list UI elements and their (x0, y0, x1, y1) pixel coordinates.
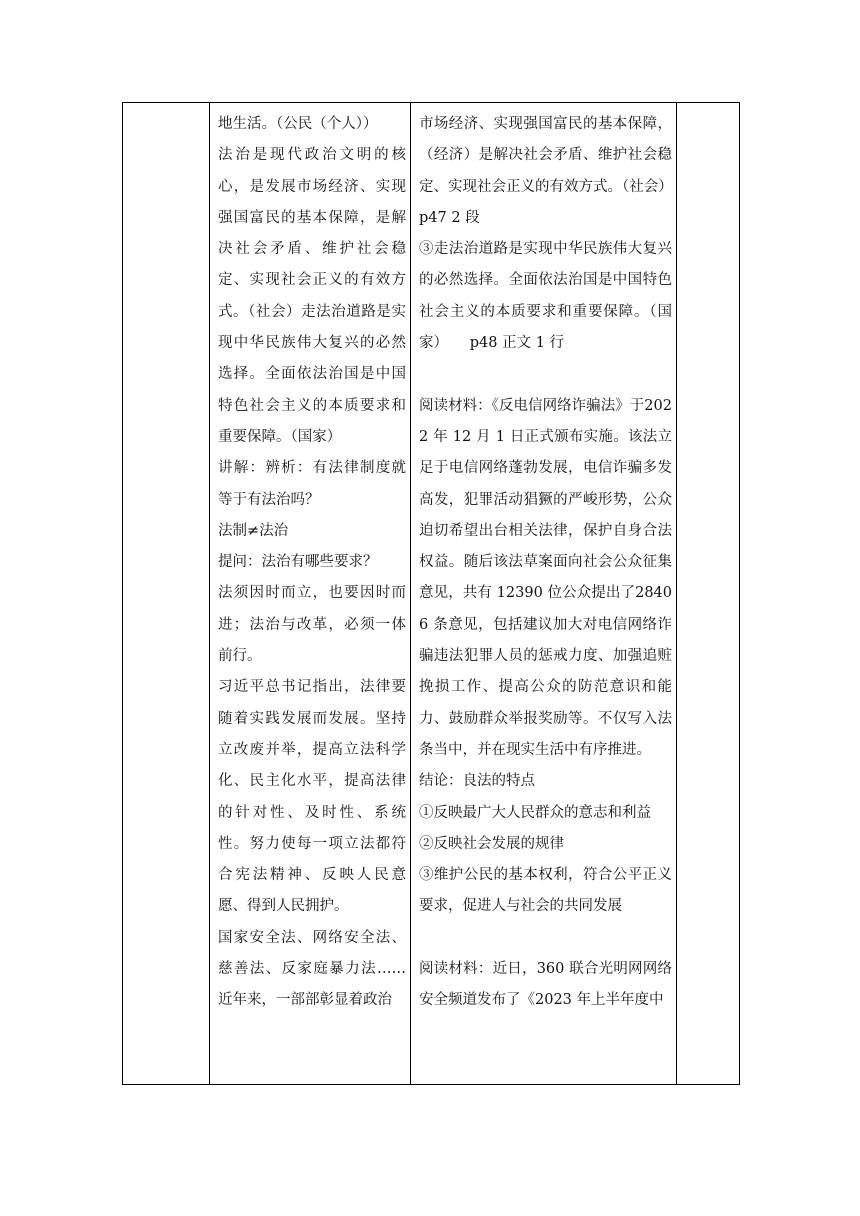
paragraph: p47 2 段 (419, 209, 480, 226)
paragraph: 法制≠法治 (218, 522, 289, 539)
paragraph: 讲解：辨析：有法律制度就等于有法治吗？ (218, 460, 406, 508)
teaching-content-cell (210, 103, 410, 1017)
paragraph: 阅读材料：近日，360 联合光明网网络安全频道发布了《2023 年上半年度中 (419, 961, 672, 1009)
paragraph: ①反映最广大人民群众的意志和利益 (419, 804, 651, 821)
blank-line (419, 923, 672, 954)
paragraph: 阅读材料：《反电信网络诈骗法》于2022 年 12 月 1 日正式颁布实施。该法立足于电信网络蓬勃发展，电信诈骗多发高发，犯罪活动猖獗的严峻形势，公众迫切希望出台相关法律，保护自身合法权益。随后该法草案面向社会公众征集意见，共有 12390 位公众提出了28406 条意见，包括建议加大对电信网络诈骗违法犯罪人员的惩戒力度、加强追赃挽损工作、提高公众的防范意识和能力、鼓励群众举报奖励等。不仅写入法条当中，并在现实生活中有序推进。 (419, 397, 672, 758)
paragraph: 国家安全法、网络安全法、慈善法、反家庭暴力法……近年来，一部部彰显着政治 (218, 929, 406, 1009)
paragraph: ②反映社会发展的规律 (419, 835, 564, 852)
paragraph: 法须因时而立，也要因时而进；法治与改革，必须一体前行。 (218, 585, 406, 665)
paragraph: 结论：良法的特点 (419, 773, 535, 790)
student-activity-cell (411, 103, 676, 1017)
paragraph: ③走法治道路是实现中华民族伟大复兴的必然选择。全面依法治国是中国特色社会主义的本质要求和重要保障。（国家） p48 正文 1 行 (419, 241, 672, 352)
paragraph: 市场经济、实现强国富民的基本保障，（经济）是解决社会矛盾、维护社会稳定、实现社会正义的有效方式。（社会） (419, 116, 673, 195)
paragraph: 提问：法治有哪些要求？ (218, 554, 378, 571)
paragraph: ③维护公民的基本权利，符合公平正义要求，促进人与社会的共同发展 (419, 867, 672, 915)
paragraph: 法治是现代政治文明的核心，是发展市场经济、实现强国富民的基本保障，是解决社会矛盾、维护社会稳定、实现社会正义的有效方式。（社会）走法治道路是实现中华民族伟大复兴的必然选择。全面依法治国是中国特色社会主义的本质要求和重要保障。（国家） (218, 147, 406, 445)
paragraph: 地生活。（公民（个人）） (218, 116, 378, 132)
blank-line (419, 359, 672, 390)
column-divider-3 (676, 103, 677, 1084)
paragraph: 习近平总书记指出，法律要随着实践发展而发展。坚持立改废并举，提高立法科学化、民主化水平，提高法律的针对性、及时性、系统性。努力使每一项立法都符合宪法精神、反映人民意愿、得到人民拥护。 (218, 679, 406, 915)
lesson-table (122, 102, 740, 1085)
